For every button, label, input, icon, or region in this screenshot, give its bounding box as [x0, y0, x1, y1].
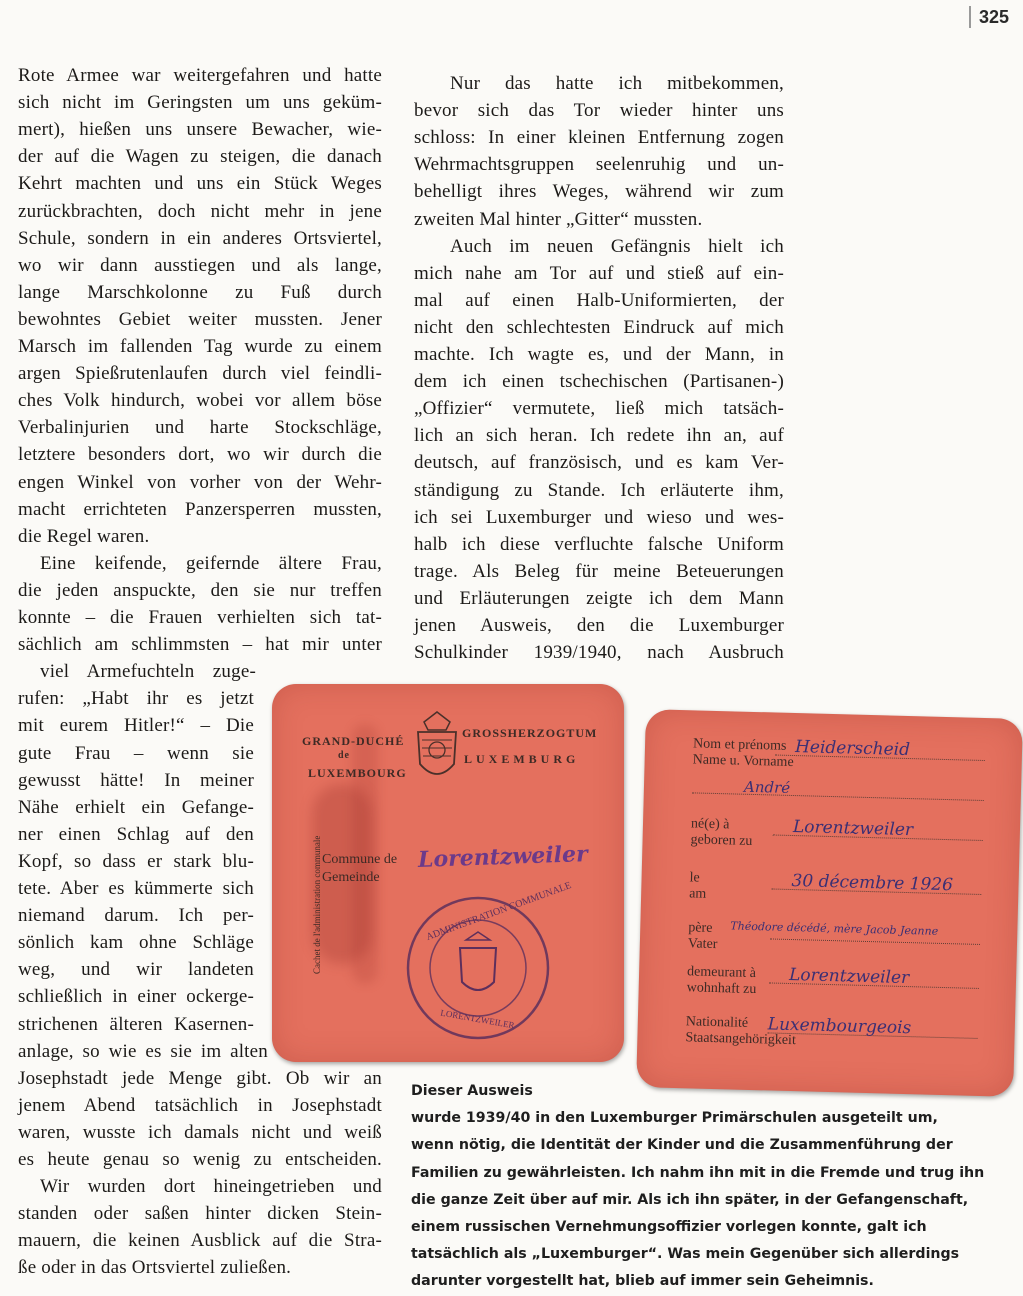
field-value: Lorentzweiler [792, 817, 914, 841]
figure-caption [411, 1078, 985, 1296]
field-value: Luxembourgeois [767, 1014, 912, 1039]
text-line: viel Armefuchteln zuge- [40, 661, 256, 683]
text-line: sönlich kam ohne Schläge [18, 932, 254, 954]
text-line: mert), hießen uns unsere Bewacher, wie- [18, 119, 382, 141]
header-right-2: LUXEMBURG [464, 752, 580, 766]
text-line: der auf die Wagen zu steigen, die danach [18, 146, 382, 168]
text-line: sich nicht im Geringsten um uns geküm- [18, 92, 382, 114]
text-line: niemand darum. Ich per- [18, 905, 254, 927]
text-line: gewusst hätte! In meiner [18, 769, 254, 791]
caption-line: tatsächlich als „Luxemburger“. Was mein Gegenüber sich allerdings [411, 1246, 960, 1263]
header-right-1: GROSSHERZOGTUM [462, 726, 598, 740]
commune-value: Lorentzweiler [417, 841, 589, 873]
caption-title: Dieser Ausweis [411, 1083, 533, 1099]
id-card-back [636, 709, 1023, 1097]
text-line: mal auf einen Halb-Uniformierten, der [414, 289, 784, 311]
field-label-fr: le [689, 870, 700, 886]
field-label-fr: Nationalité [685, 1014, 749, 1031]
field-value: 30 décembre 1926 [791, 871, 954, 896]
text-line: jenem Abend tatsächlich in Josephstadt [18, 1094, 382, 1116]
field-label-de: geboren zu [690, 832, 753, 849]
commune-label-fr: Commune de [322, 852, 398, 867]
text-line: mich nahe am Tor auf und stieß auf ein- [414, 262, 784, 284]
field-label-fr: Nom et prénoms [692, 736, 787, 754]
text-line: die jeden anspuckte, den sie nur treffen [18, 579, 382, 601]
text-line: zurückbrachten, doch nicht mehr in jene [18, 200, 382, 222]
text-line: Nähe erhielt ein Gefange- [18, 796, 254, 818]
text-line: standen oder saßen hinter dicken Stein- [18, 1203, 382, 1225]
page-number: 325 [969, 6, 1009, 28]
field-label-fr: demeurant à [686, 964, 757, 982]
text-line: strichenen älteren Kasernen- [18, 1013, 254, 1035]
text-line: argen Spießrutenlaufen durch viel feindli- [18, 363, 382, 385]
text-line: behelligt ihres Weges, während wir zum [414, 181, 784, 203]
commune-label-de: Gemeinde [322, 870, 380, 885]
text-line: Wehrmachtsgruppen seelenruhig und un- [414, 154, 784, 176]
text-line: ständigung zu Stande. Ich erläuterte ihm, [414, 479, 784, 501]
text-line: Eine keifende, geifernde ältere Frau, [40, 552, 382, 574]
coat-of-arms-icon [410, 708, 464, 788]
text-line: lange Marschkolonne zu Fuß durch [18, 281, 382, 303]
text-line: schließlich in einer ockerge- [18, 986, 254, 1008]
text-line: es heute genau so wenig zu entscheiden. [18, 1149, 382, 1170]
text-line: Schule, sondern in ein anderes Ortsviertel, [18, 227, 382, 249]
text-line: jenen Ausweis, den die Luxemburger [414, 615, 784, 636]
text-line: machte. Ich wagte es, und der Mann, in [414, 344, 784, 365]
header-left-2: de [338, 750, 350, 761]
field-label-de: Name u. Vorname [692, 752, 794, 771]
text-line: Verbalinjurien und harte Stockschläge, [18, 417, 382, 439]
text-line: gute Frau – wenn sie [18, 742, 254, 764]
field-value: Heiderscheid [794, 737, 911, 761]
text-line: zweiten Mal hinter „Gitter“ mussten. [414, 208, 703, 230]
text-line: tete. Aber es kümmerte sich [18, 878, 254, 899]
text-line: bevor sich das Tor wieder hinter uns [414, 100, 784, 122]
text-line: engen Winkel von vorher von der Wehr- [18, 471, 382, 493]
text-line: Josephstadt jede Menge gibt. Ob wir an [18, 1067, 382, 1089]
text-line: mit eurem Hitler!“ – Die [18, 715, 254, 737]
text-line: bewohntes Gebiet weiter mussten. Jener [18, 308, 382, 330]
text-line: lich an sich heran. Ich redete ihn an, auf [414, 425, 784, 447]
caption-line: wenn nötig, die Identität der Kinder und die Zusammenführung der [411, 1137, 953, 1154]
text-line: nicht den schlechtesten Eindruck auf mich [414, 316, 784, 338]
id-card-front [272, 684, 624, 1062]
dotted-line [692, 792, 984, 801]
text-line: trage. Als Beleg für meine Beteuerungen [414, 560, 784, 582]
text-line: mauern, die keinen Ausblick auf die Stra- [18, 1230, 382, 1252]
text-line: macht errichteten Panzersperren mussten, [18, 498, 382, 520]
text-line: wo wir dann ausstiegen und als lange, [18, 254, 382, 276]
caption-line: wurde 1939/40 in den Luxemburger Primärschulen ausgeteilt um, [411, 1110, 938, 1127]
text-line: Kopf, so dass er stark blu- [18, 850, 254, 872]
side-stamp-text: Cachet de l'administration communale [312, 835, 322, 974]
text-line: ich sei Luxemburger und wieso und wes- [414, 506, 784, 528]
caption-line: Familien zu gewährleisten. Ich nahm ihn mit in die Fremde und trug ihn [411, 1164, 985, 1181]
field-value: Lorentzweiler [788, 964, 910, 989]
field-label-de: am [688, 886, 707, 902]
text-line: weg, und wir landeten [18, 959, 254, 981]
caption-line: darunter vorgestellt hat, blieb auf immer sein Geheimnis. [411, 1273, 874, 1290]
text-line: Rote Armee war weitergefahren und hatte [18, 65, 382, 86]
text-line: deutsch, auf französisch, und es kam Ver- [414, 452, 784, 474]
field-value: Théodore décédé, mère Jacob Jeanne [730, 919, 939, 938]
text-line: Auch im neuen Gefängnis hielt ich [450, 235, 784, 257]
header-left-1: GRAND-DUCHÉ [302, 734, 405, 748]
stamp-ring-text: ADMINISTRATION COMMUNALE [424, 880, 573, 943]
text-line: Schulkinder 1939/1940, nach Ausbruch [414, 642, 784, 664]
stamp-bottom-text: LORENTZWEILER [439, 1007, 516, 1031]
text-line: Marsch im fallenden Tag wurde zu einem [18, 336, 382, 357]
text-line: rufen: „Habt ihr es jetzt [18, 688, 254, 710]
text-line: schloss: In einer kleinen Entfernung zogen [414, 127, 784, 149]
text-line: halb ich diese verfluchte falsche Uniform [414, 533, 784, 555]
dotted-line [770, 938, 980, 944]
field-label-de: wohnhaft zu [686, 980, 757, 998]
text-line: die Regel waren. [18, 525, 150, 547]
text-line: Kehrt machten und uns ein Stück Weges [18, 173, 382, 195]
field-label-de: Staatsangehörigkeit [685, 1030, 797, 1049]
caption-line: einem russischen Vernehmungsoffizier vorlegen konnte, galt ich [411, 1219, 927, 1236]
field-label-de: Vater [687, 936, 718, 953]
text-line: anlage, so wie es sie im alten [18, 1040, 268, 1062]
text-line: konnte – die Frauen verhielten sich tat- [18, 607, 382, 628]
header-left-3: LUXEMBOURG [308, 766, 407, 780]
text-line: und Erläuterungen zeigte ich dem Mann [414, 587, 784, 609]
caption-line: die ganze Zeit über auf mir. Als ich ihn später, in der Gefangenschaft, [411, 1191, 969, 1208]
field-label-fr: né(e) à [690, 816, 730, 833]
text-line: waren, wusste ich damals nicht und weiß [18, 1121, 382, 1143]
text-line: ner einen Schlag auf den [18, 823, 254, 845]
text-line: Nur das hatte ich mitbekommen, [450, 73, 784, 94]
field-label-fr: père [688, 920, 713, 936]
text-line: letztere besonders dort, wo wir durch die [18, 444, 382, 466]
field-value-secondary: André [743, 777, 791, 797]
text-line: „Offizier“ vermutete, ließ mich tatsäch- [414, 398, 784, 420]
text-line: sächlich am schlimmsten – hat mir unter [18, 634, 382, 656]
text-line: ches Volk hindurch, wobei vor allem böse [18, 390, 382, 412]
text-line: Wir wurden dort hineingetrieben und [40, 1176, 382, 1198]
text-line: ße oder in das Ortsviertel zuließen. [18, 1257, 292, 1279]
text-line: dem ich einen tschechischen (Partisanen-) [414, 371, 784, 393]
